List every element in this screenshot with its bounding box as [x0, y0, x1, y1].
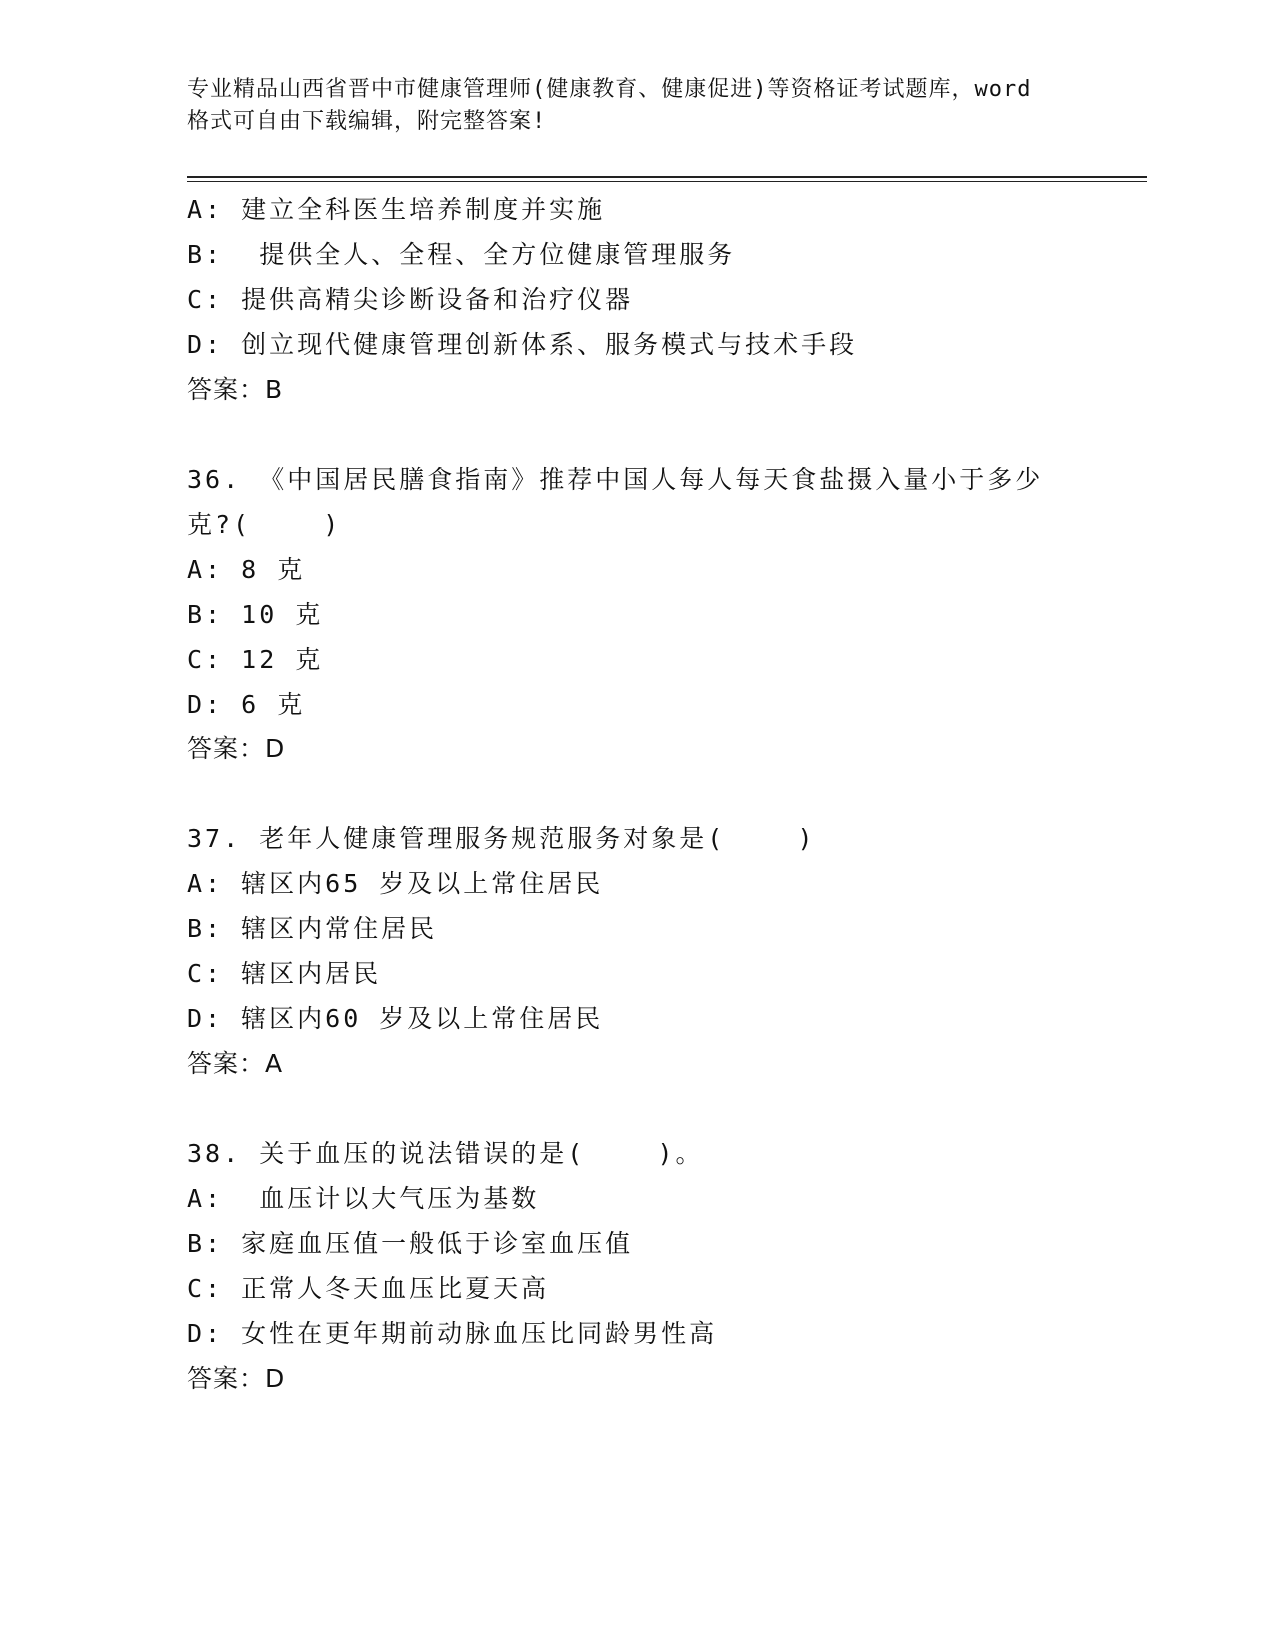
q38-option-a: A: 血压计以大气压为基数 [187, 1184, 540, 1213]
q36-option-d: D: 6 克 [187, 690, 306, 719]
q38-option-b: B: 家庭血压值一般低于诊室血压值 [187, 1229, 634, 1258]
q35-answer: 答案：B [187, 375, 284, 404]
q38-stem: 38. 关于血压的说法错误的是( )。 [187, 1139, 704, 1168]
q36-option-c: C: 12 克 [187, 645, 324, 674]
q38-answer: 答案：D [187, 1364, 286, 1393]
header-line-2: 格式可自由下载编辑，附完整答案! [187, 109, 547, 134]
q35-option-c: C: 提供高精尖诊断设备和治疗仪器 [187, 285, 634, 314]
q37-stem: 37. 老年人健康管理服务规范服务对象是( ) [187, 824, 816, 853]
q36-answer: 答案：D [187, 734, 286, 763]
q38-option-c: C: 正常人冬天血压比夏天高 [187, 1274, 550, 1303]
q36-stem-line-1: 36. 《中国居民膳食指南》推荐中国人每人每天食盐摄入量小于多少 [187, 465, 1044, 494]
header-line-1: 专业精品山西省晋中市健康管理师(健康教育、健康促进)等资格证考试题库，word [187, 77, 1032, 102]
q37-option-a: A: 辖区内65 岁及以上常住居民 [187, 869, 604, 898]
q36-stem-line-2: 克?( ) [187, 510, 342, 539]
q36-option-b: B: 10 克 [187, 600, 324, 629]
header-divider-thin [187, 181, 1147, 182]
q35-option-a: A: 建立全科医生培养制度并实施 [187, 195, 606, 224]
header-divider-thick [187, 176, 1147, 178]
document-header [187, 74, 1087, 138]
q37-option-b: B: 辖区内常住居民 [187, 914, 438, 943]
q37-answer: 答案：A [187, 1049, 284, 1078]
q37-option-d: D: 辖区内60 岁及以上常住居民 [187, 1004, 604, 1033]
q35-option-b: B: 提供全人、全程、全方位健康管理服务 [187, 240, 736, 269]
q37-option-c: C: 辖区内居民 [187, 959, 382, 988]
q36-option-a: A: 8 克 [187, 555, 306, 584]
q35-option-d: D: 创立现代健康管理创新体系、服务模式与技术手段 [187, 330, 858, 359]
q38-option-d: D: 女性在更年期前动脉血压比同龄男性高 [187, 1319, 718, 1348]
